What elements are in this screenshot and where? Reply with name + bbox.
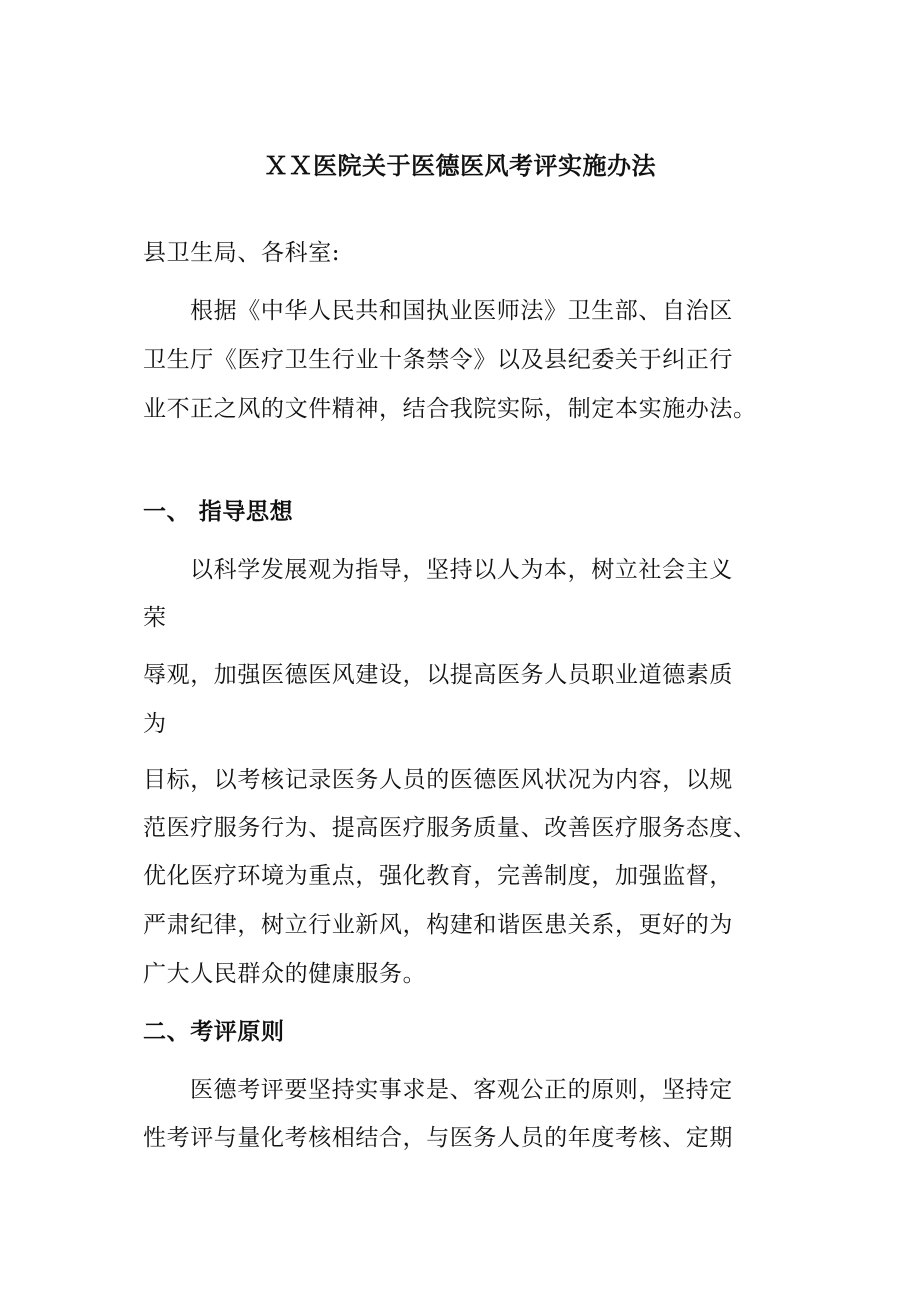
intro-line-1: 根据《中华人民共和国执业医师法》卫生部、自治区	[190, 298, 733, 324]
section1-line-5: 目标，以考核记录医务人员的医德医风状况为内容，以规	[143, 767, 733, 793]
section1-line-3: 辱观，加强医德医风建设，以提高医务人员职业道德素质	[143, 662, 733, 688]
intro-line-2: 卫生厅《医疗卫生行业十条禁令》以及县纪委关于纠正行	[143, 347, 733, 373]
section1-line-7: 优化医疗环境为重点，强化教育，完善制度，加强监督，	[143, 863, 733, 889]
section2-line-2: 性考评与量化考核相结合，与医务人员的年度考核、定期	[143, 1125, 733, 1151]
section1-line-6: 范医疗服务行为、提高医疗服务质量、改善医疗服务态度、	[143, 815, 757, 841]
intro-line-3: 业不正之风的文件精神，结合我院实际，制定本实施办法。	[143, 396, 757, 422]
document-title: ＸＸ医院关于医德医风考评实施办法	[264, 151, 656, 180]
salutation: 县卫生局、各科室:	[143, 240, 341, 266]
section1-line-9: 广大人民群众的健康服务。	[143, 961, 427, 987]
section1-line-2: 荣	[143, 605, 167, 631]
section2-line-1: 医德考评要坚持实事求是、客观公正的原则，坚持定	[190, 1077, 733, 1103]
section-heading-evaluation-principles: 二、考评原则	[143, 1018, 285, 1045]
section-heading-guiding-ideology: 一、 指导思想	[143, 498, 294, 525]
section1-line-4: 为	[143, 711, 167, 737]
section1-line-8: 严肃纪律，树立行业新风，构建和谐医患关系，更好的为	[143, 912, 733, 938]
section1-line-1: 以科学发展观为指导，坚持以人为本，树立社会主义	[190, 557, 733, 583]
